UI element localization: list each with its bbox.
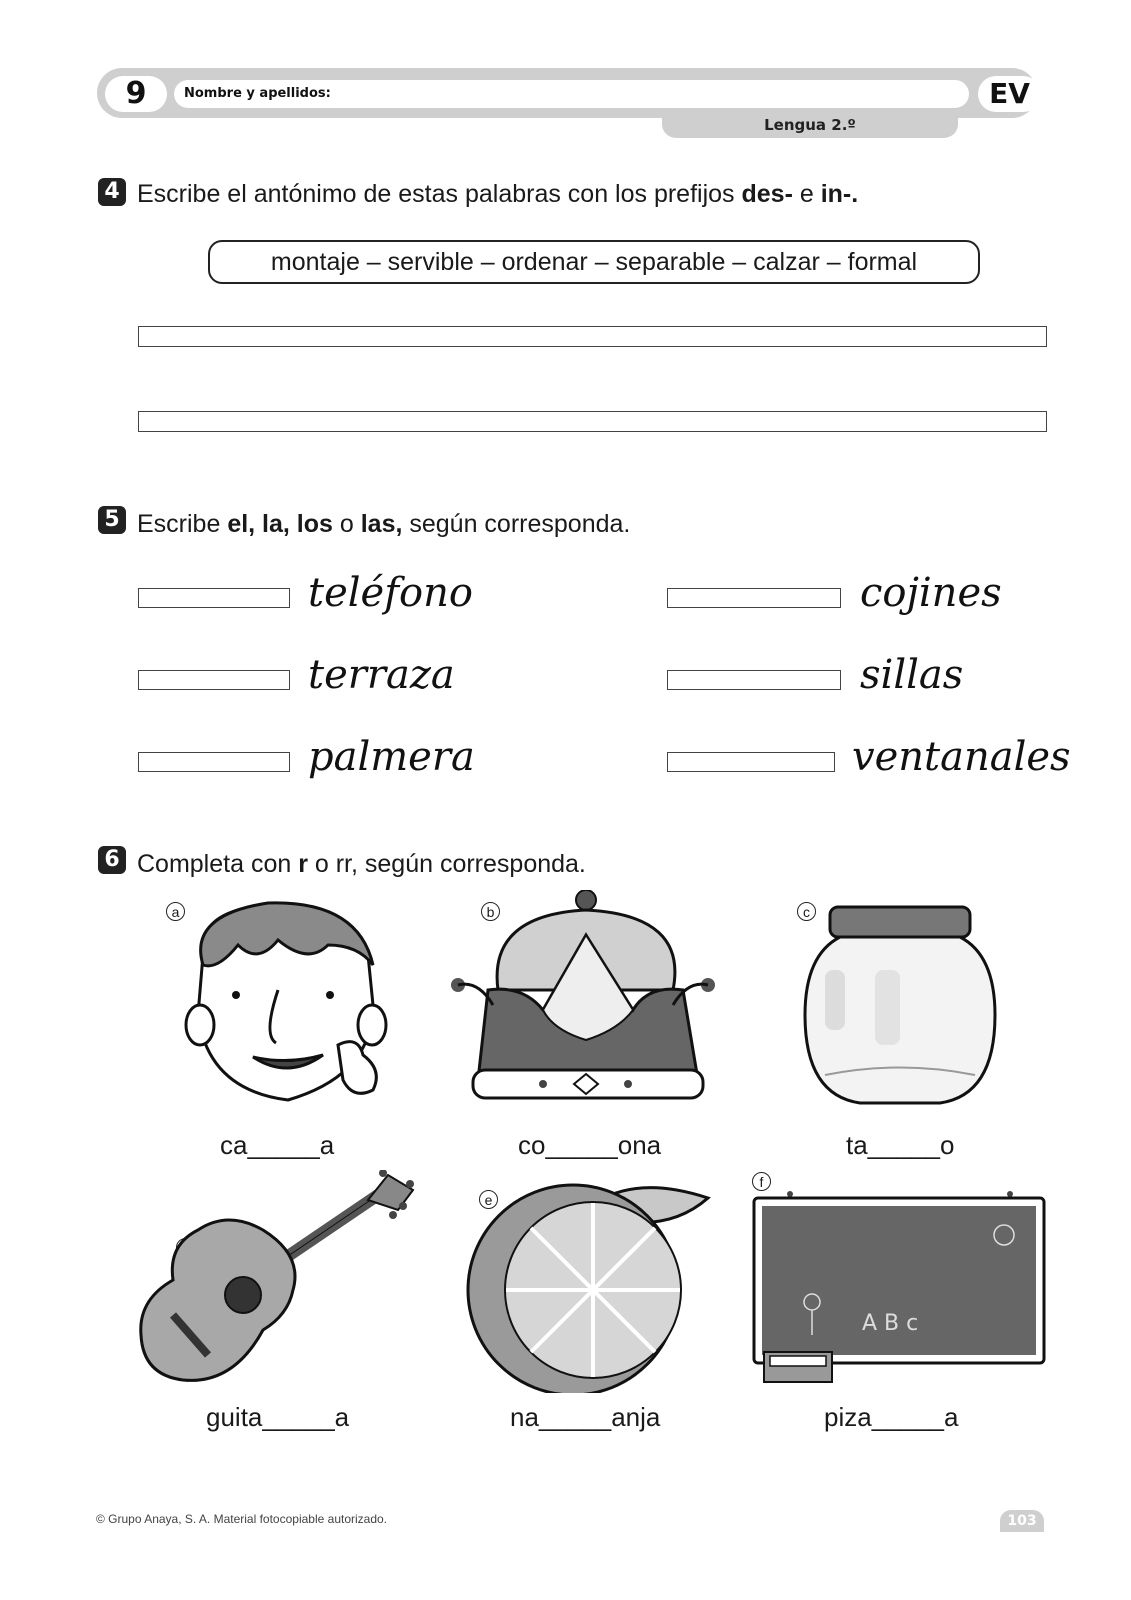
- jar-icon: [800, 905, 1000, 1110]
- section-4-instruction: Escribe el antónimo de estas palabras con los prefijos des- e in-.: [137, 180, 859, 208]
- answer-line-1[interactable]: [138, 326, 1047, 347]
- word-caption: na_____anja: [510, 1402, 661, 1432]
- name-label: Nombre y apellidos:: [184, 86, 331, 101]
- item-letter-a: a: [166, 902, 185, 921]
- copyright-notice: © Grupo Anaya, S. A. Material fotocopiable autorizado.: [96, 1512, 388, 1526]
- word-caption: ta_____o: [846, 1130, 955, 1160]
- cursive-word: palmera: [308, 734, 475, 780]
- ev-badge: EV: [978, 76, 1041, 112]
- word-caption: co_____ona: [518, 1130, 662, 1160]
- unit-number: 9: [105, 76, 167, 112]
- word-caption: piza_____a: [824, 1402, 959, 1432]
- cursive-word: sillas: [860, 652, 964, 698]
- cursive-word: ventanales: [852, 734, 1071, 780]
- article-blank-4[interactable]: [667, 588, 841, 608]
- article-blank-5[interactable]: [667, 670, 841, 690]
- section-5-number: 5: [98, 506, 126, 534]
- item-letter-c: c: [797, 902, 816, 921]
- word-list-box: montaje – servible – ordenar – separable – calzar – formal: [208, 240, 980, 284]
- article-blank-2[interactable]: [138, 670, 290, 690]
- answer-line-2[interactable]: [138, 411, 1047, 432]
- item-letter-f: f: [752, 1172, 771, 1191]
- item-letter-b: b: [481, 902, 500, 921]
- section-5-instruction: Escribe el, la, los o las, según corresponda.: [137, 510, 631, 538]
- cursive-word: cojines: [860, 570, 1002, 616]
- orange-icon: [458, 1178, 723, 1393]
- chalkboard-text: A B c: [862, 1311, 919, 1336]
- section-4-number: 4: [98, 178, 126, 206]
- cursive-word: terraza: [308, 652, 455, 698]
- article-blank-1[interactable]: [138, 588, 290, 608]
- word-caption: guita_____a: [206, 1402, 350, 1432]
- word-caption: ca_____a: [220, 1130, 335, 1160]
- section-6-instruction: Completa con r o rr, según corresponda.: [137, 850, 586, 878]
- crown-icon: [448, 890, 718, 1115]
- boy-face-icon: [158, 895, 398, 1115]
- article-blank-6[interactable]: [667, 752, 835, 772]
- chalkboard-icon: [752, 1190, 1047, 1390]
- page-number: 103: [1000, 1510, 1044, 1532]
- item-letter-e: e: [479, 1190, 498, 1209]
- cursive-word: teléfono: [308, 570, 473, 616]
- subject-tab: Lengua 2.º: [662, 112, 958, 138]
- guitar-icon: [138, 1170, 423, 1390]
- article-blank-3[interactable]: [138, 752, 290, 772]
- section-6-number: 6: [98, 846, 126, 874]
